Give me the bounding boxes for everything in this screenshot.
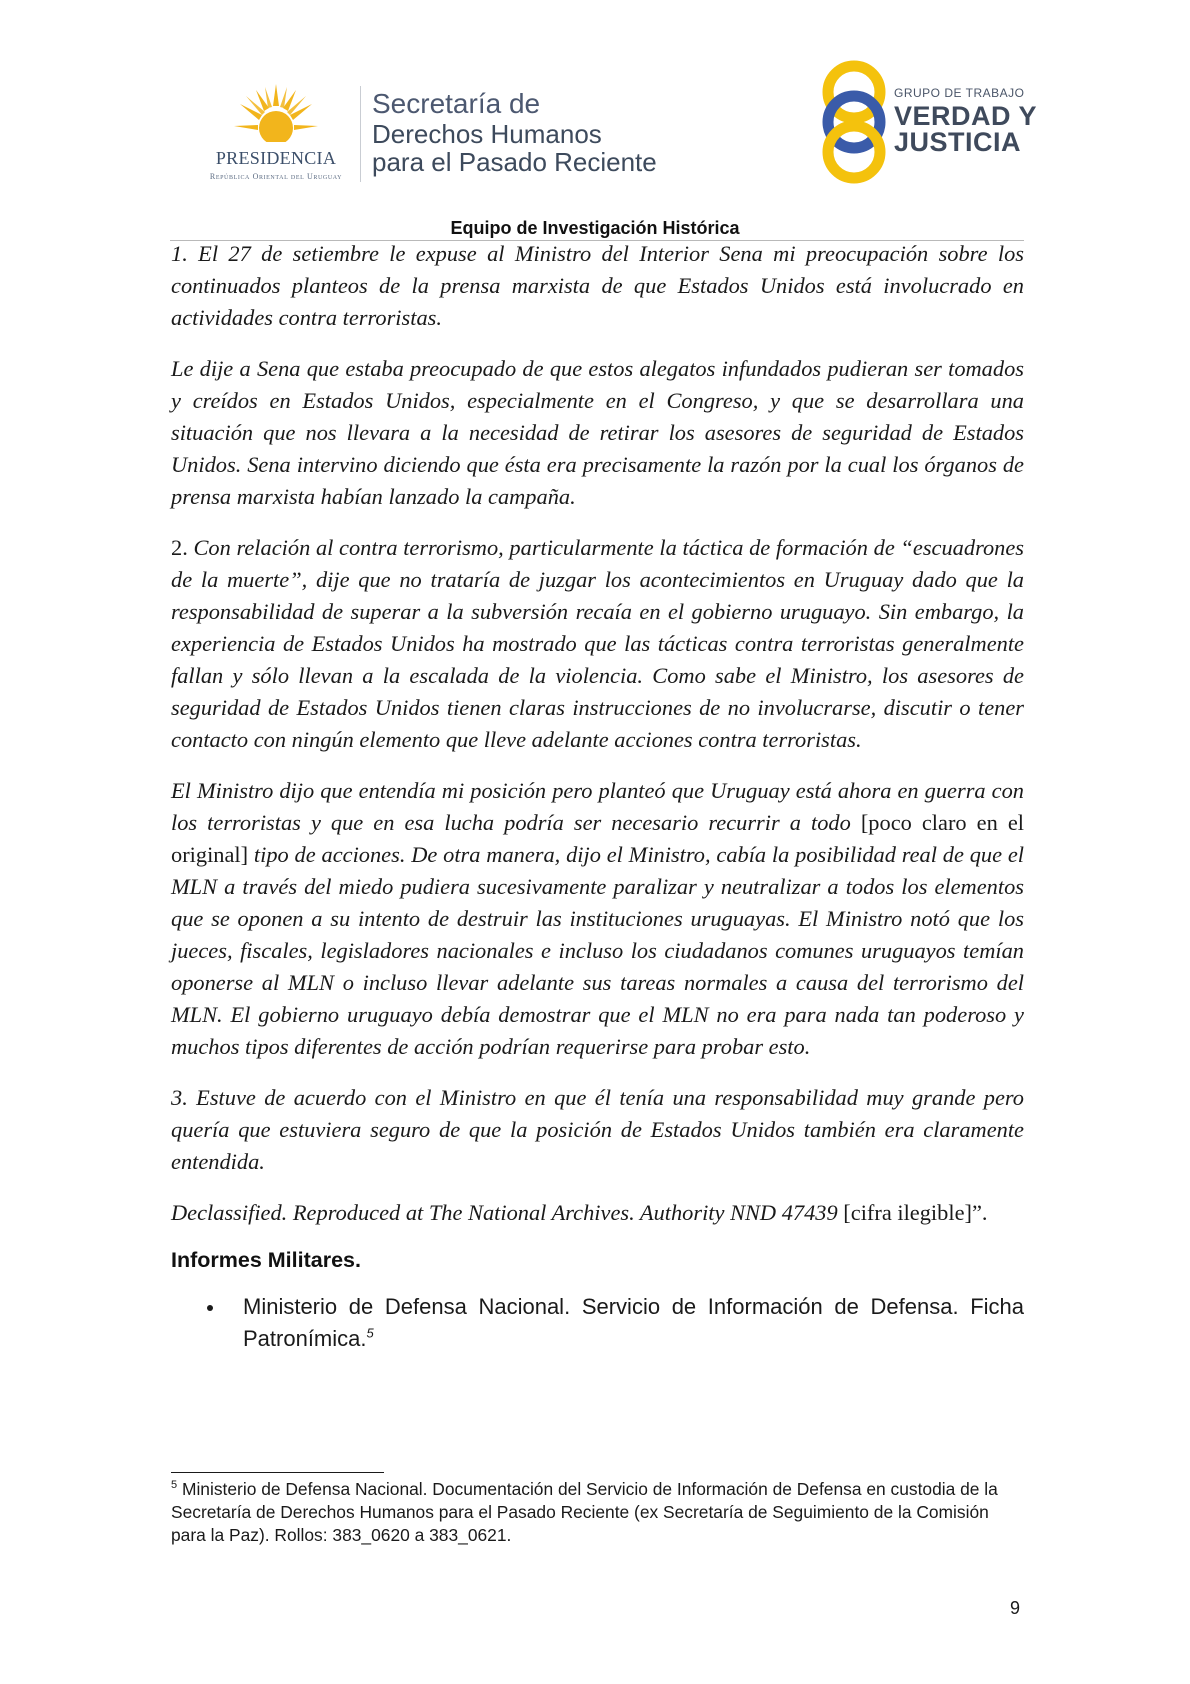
gtvj-line2: VERDAD Y xyxy=(894,101,1038,131)
paragraph-6-editorial-note: [cifra ilegible]”. xyxy=(843,1200,988,1225)
gtvj-line3: JUSTICIA xyxy=(894,127,1022,157)
presidencia-logo xyxy=(196,82,356,182)
presidencia-subtitle: República Oriental del Uruguay xyxy=(209,172,343,181)
paragraph-5 xyxy=(171,1082,1024,1178)
team-title: Equipo de Investigación Histórica xyxy=(450,218,740,238)
footnote-text: Ministerio de Defensa Nacional. Documentación del Servicio de Información de Defensa en custodia de la Secretaría de Derechos Humanos para el Pasado Reciente (ex Secretaría de Seguimiento de la Comisión para la Paz). Rollos: 383_0620 a 383_0621. xyxy=(171,1479,998,1545)
paragraph-4-text-c: tipo de acciones. De otra manera, dijo el Ministro, cabía la posibilidad real de que el MLN a través del miedo pudiera sucesivamente paralizar y neutralizar a todos los elementos que se oponen a su intento de destruir las instituciones uruguayas. El Ministro notó que los jueces, fiscales, legisladores nacionales e incluso los ciudadanos comunes uruguayos temían oponerse al MLN o incluso llevar adelante sus tareas normales a causa del terrorismo del MLN. El gobierno uruguayo debía demostrar que el MLN no era para nada tan poderoso y muchos tipos diferentes de acción podrían requerirse para probar esto. xyxy=(171,842,1024,1059)
paragraph-4-editorial-note: [poco claro en el original] xyxy=(171,810,1024,867)
footnote-reference[interactable]: 5 xyxy=(366,1325,374,1341)
footnote xyxy=(171,1478,1024,1547)
presidencia-name: PRESIDENCIA xyxy=(215,148,337,168)
paragraph-5-text: 3. Estuve de acuerdo con el Ministro en que él tenía una responsabilidad muy grande pero quería que estuviera seguro de que la posición de Estados Unidos también era claramente entendida. xyxy=(171,1085,1024,1174)
paragraph-6 xyxy=(171,1197,1024,1229)
paragraph-6-text-a: Declassified. Reproduced at The National Archives. Authority NND 47439 xyxy=(171,1200,838,1225)
paragraph-4-text-a: El Ministro dijo que entendía mi posición pero planteó que Uruguay está ahora en guerra con los terroristas y que en esa lucha podría ser necesario recurrir a todo xyxy=(171,778,1024,835)
gtvj-line1: GRUPO DE TRABAJO xyxy=(894,86,1025,100)
secretaria-logo xyxy=(372,88,657,176)
paragraph-3 xyxy=(171,532,1024,756)
secretaria-line1: Secretaría de xyxy=(372,88,541,119)
footnote-marker: 5 xyxy=(171,1479,178,1492)
footnote-rule xyxy=(171,1472,384,1473)
verdad-justicia-logo xyxy=(818,56,1038,186)
paragraph-2-text: Le dije a Sena que estaba preocupado de que estos alegatos infundados pudieran ser tomados y creídos en Estados Unidos, especialmente en el Congreso, y que se desarrollara una situación que nos llevara a la necesidad de retirar los asesores de seguridad de Estados Unidos. Sena intervino diciendo que ésta era precisamente la razón por la cual los órganos de prensa marxista habían lanzado la campaña. xyxy=(171,356,1024,509)
section-heading: Informes Militares. xyxy=(171,1248,361,1272)
logo-divider xyxy=(360,86,361,182)
secretaria-line3: para el Pasado Reciente xyxy=(372,147,657,177)
bullet-icon xyxy=(207,1305,213,1311)
rings-icon xyxy=(818,56,890,186)
secretaria-line2: Derechos Humanos xyxy=(372,119,602,149)
document-body xyxy=(171,238,1024,1355)
paragraph-4 xyxy=(171,775,1024,1063)
list-item xyxy=(171,1291,1024,1355)
paragraph-1 xyxy=(171,238,1024,334)
page-number: 9 xyxy=(1010,1598,1021,1618)
paragraph-2 xyxy=(171,353,1024,513)
sun-icon xyxy=(234,82,318,148)
list-item-text: Ministerio de Defensa Nacional. Servicio de Información de Defensa. Ficha Patronímica. xyxy=(243,1294,1024,1351)
paragraph-1-text: 1. El 27 de setiembre le expuse al Ministro del Interior Sena mi preocupación sobre los continuados planteos de la prensa marxista de que Estados Unidos está involucrado en actividades contra terroristas. xyxy=(171,241,1024,330)
paragraph-3-text: Con relación al contra terrorismo, particularmente la táctica de formación de “escuadrones de la muerte”, dije que no trataría de juzgar los acontecimientos en Uruguay dado que la responsabilidad de superar a la subversión recaía en el gobierno uruguayo. Sin embargo, la experiencia de Estados Unidos ha mostrado que las tácticas contra terroristas generalmente fallan y sólo llevan a la escalada de la violencia. Como sabe el Ministro, los asesores de seguridad de Estados Unidos tienen claras instrucciones de no involucrarse, discutir o tener contacto con ningún elemento que lleve adelante acciones contra terroristas. xyxy=(171,535,1024,752)
paragraph-3-number: 2. xyxy=(171,535,188,560)
